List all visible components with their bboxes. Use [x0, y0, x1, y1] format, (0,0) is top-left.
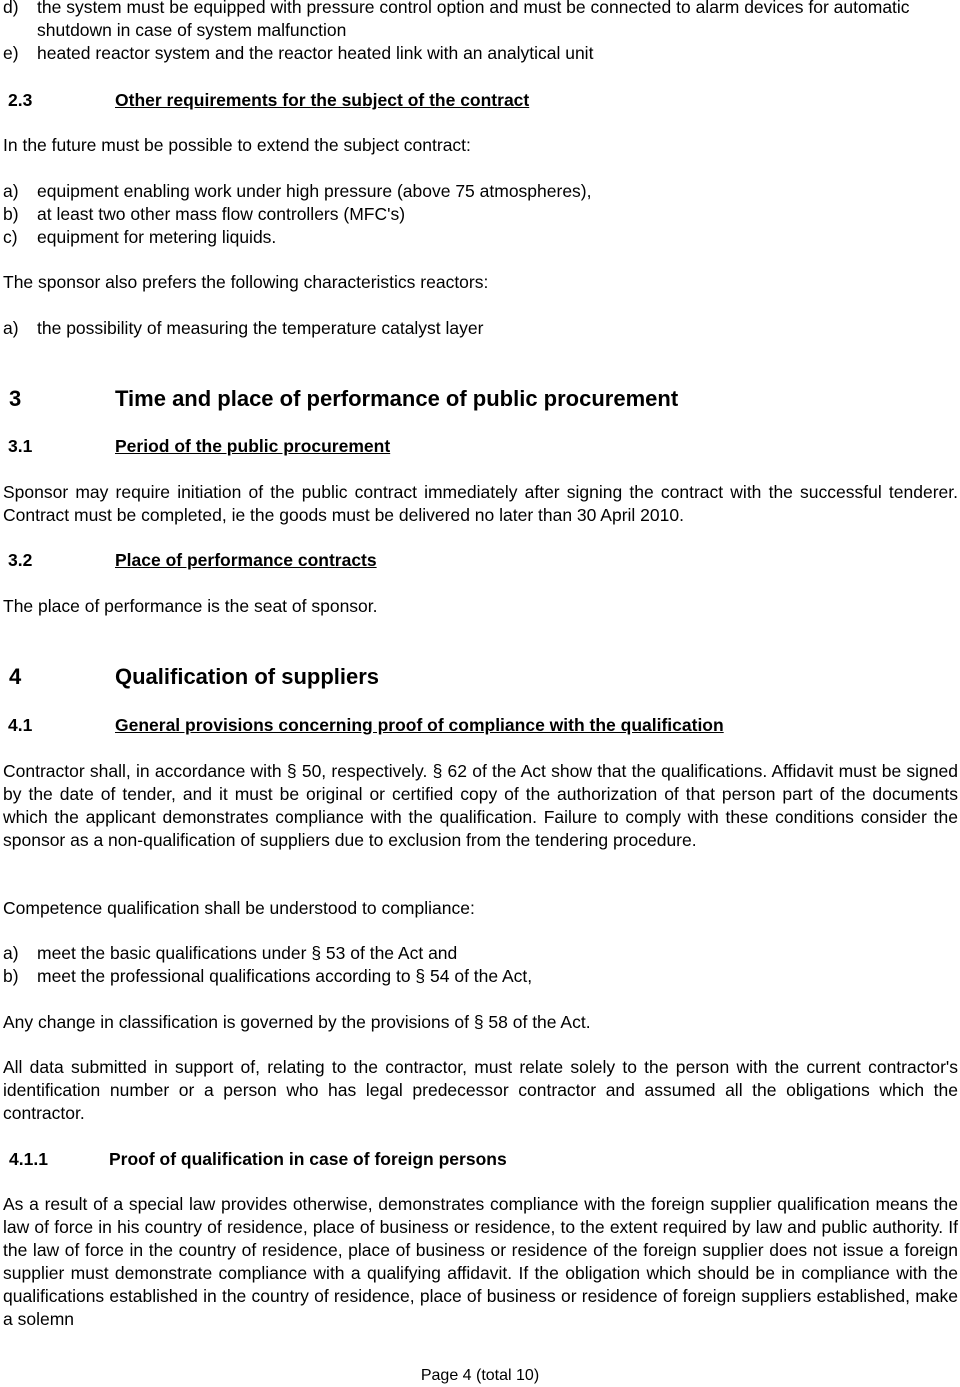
- section-number: 3: [9, 386, 22, 411]
- top-list: [3, 0, 958, 65]
- extension-list: [3, 180, 958, 249]
- list-marker: c): [3, 227, 18, 247]
- paragraph: The sponsor also prefers the following characteristics reactors:: [3, 272, 489, 292]
- list-item: [3, 317, 958, 340]
- section-number: 2.3: [8, 90, 33, 110]
- paragraph: As a result of a special law provides otherwise, demonstrates compliance with the foreign supplier qualification means the law of force in his country of residence, place of business or residence, to the extent required by law and public authority. If the law of force in the country of residence, place of business or residence of the foreign supplier does not issue a foreign supplier must demonstrate compliance with a qualifying affidavit. If the obligation which should be in compliance with the qualifications established in the country of residence, place of business or residence of foreign suppliers established, make a solemn: [3, 1194, 958, 1329]
- section-title: Proof of qualification in case of foreign persons: [109, 1149, 507, 1169]
- list-text: meet the basic qualifications under § 53 of the Act and: [37, 943, 458, 963]
- section-title: Qualification of suppliers: [115, 664, 380, 689]
- paragraph: In the future must be possible to extend the subject contract:: [3, 135, 471, 155]
- section-heading-2-3: [3, 89, 958, 112]
- section-heading-4: [9, 663, 949, 691]
- section-heading-3-1: [3, 435, 958, 458]
- section-title: General provisions concerning proof of compliance with the qualification: [115, 715, 724, 735]
- paragraph: Competence qualification shall be understood to compliance:: [3, 898, 475, 918]
- section-heading-4-1: [3, 714, 958, 737]
- list-text: equipment for metering liquids.: [37, 227, 277, 247]
- list-marker: b): [3, 204, 19, 224]
- qualification-list: [3, 942, 958, 988]
- page-footer: Page 4 (total 10): [420, 1367, 540, 1384]
- list-item: [3, 0, 958, 42]
- list-text: the system must be equipped with pressure control option and must be connected to alarm devices for automatic shutdown in case of system malfunction: [37, 0, 910, 40]
- section-number: 3.2: [8, 550, 33, 570]
- section-heading-3-2: [3, 549, 958, 572]
- paragraph: All data submitted in support of, relating to the contractor, must relate solely to the person with the current contractor's identification number or a person who has legal predecessor contractor and assumed all the obligations which the contractor.: [3, 1057, 958, 1123]
- paragraph: Contractor shall, in accordance with § 50, respectively. § 62 of the Act show that the qualifications. Affidavit must be signed by the date of tender, and it must be original or certified copy of the authorization of that person part of the documents which the applicant demonstrates compliance with the qualification. Failure to comply with these conditions consider the sponsor as a non-qualification of suppliers due to exclusion from the tendering procedure.: [3, 761, 958, 850]
- section-number: 4.1.1: [9, 1149, 48, 1169]
- list-item: [3, 42, 958, 65]
- section-number: 3.1: [8, 436, 33, 456]
- list-text: heated reactor system and the reactor heated link with an analytical unit: [37, 43, 594, 63]
- list-item: [3, 942, 958, 965]
- preference-list: [3, 317, 958, 340]
- list-item: [3, 965, 958, 988]
- list-item: [3, 203, 958, 226]
- paragraph: Sponsor may require initiation of the public contract immediately after signing the contract with the successful tenderer. Contract must be completed, ie the goods must be delivered no later than 30 April 2010.: [3, 482, 958, 525]
- section-number: 4: [9, 664, 22, 689]
- section-heading-4-1-1: [9, 1148, 507, 1171]
- paragraph: Any change in classification is governed by the provisions of § 58 of the Act.: [3, 1012, 591, 1032]
- section-title: Other requirements for the subject of the contract: [115, 90, 530, 110]
- list-text: equipment enabling work under high pressure (above 75 atmospheres),: [37, 181, 592, 201]
- list-marker: a): [3, 181, 19, 201]
- section-title: Place of performance contracts: [115, 550, 377, 570]
- list-text: meet the professional qualifications according to § 54 of the Act,: [37, 966, 533, 986]
- section-heading-3: [9, 385, 949, 413]
- paragraph: The place of performance is the seat of sponsor.: [3, 596, 378, 616]
- list-item: [3, 180, 958, 203]
- list-marker: e): [3, 43, 19, 63]
- list-marker: d): [3, 0, 19, 17]
- list-marker: a): [3, 318, 19, 338]
- section-title: Period of the public procurement: [115, 436, 391, 456]
- list-marker: a): [3, 943, 19, 963]
- list-text: the possibility of measuring the temperature catalyst layer: [37, 318, 484, 338]
- list-item: [3, 226, 958, 249]
- section-title: Time and place of performance of public procurement: [115, 386, 679, 411]
- list-marker: b): [3, 966, 19, 986]
- section-number: 4.1: [8, 715, 33, 735]
- list-text: at least two other mass flow controllers (MFC's): [37, 204, 406, 224]
